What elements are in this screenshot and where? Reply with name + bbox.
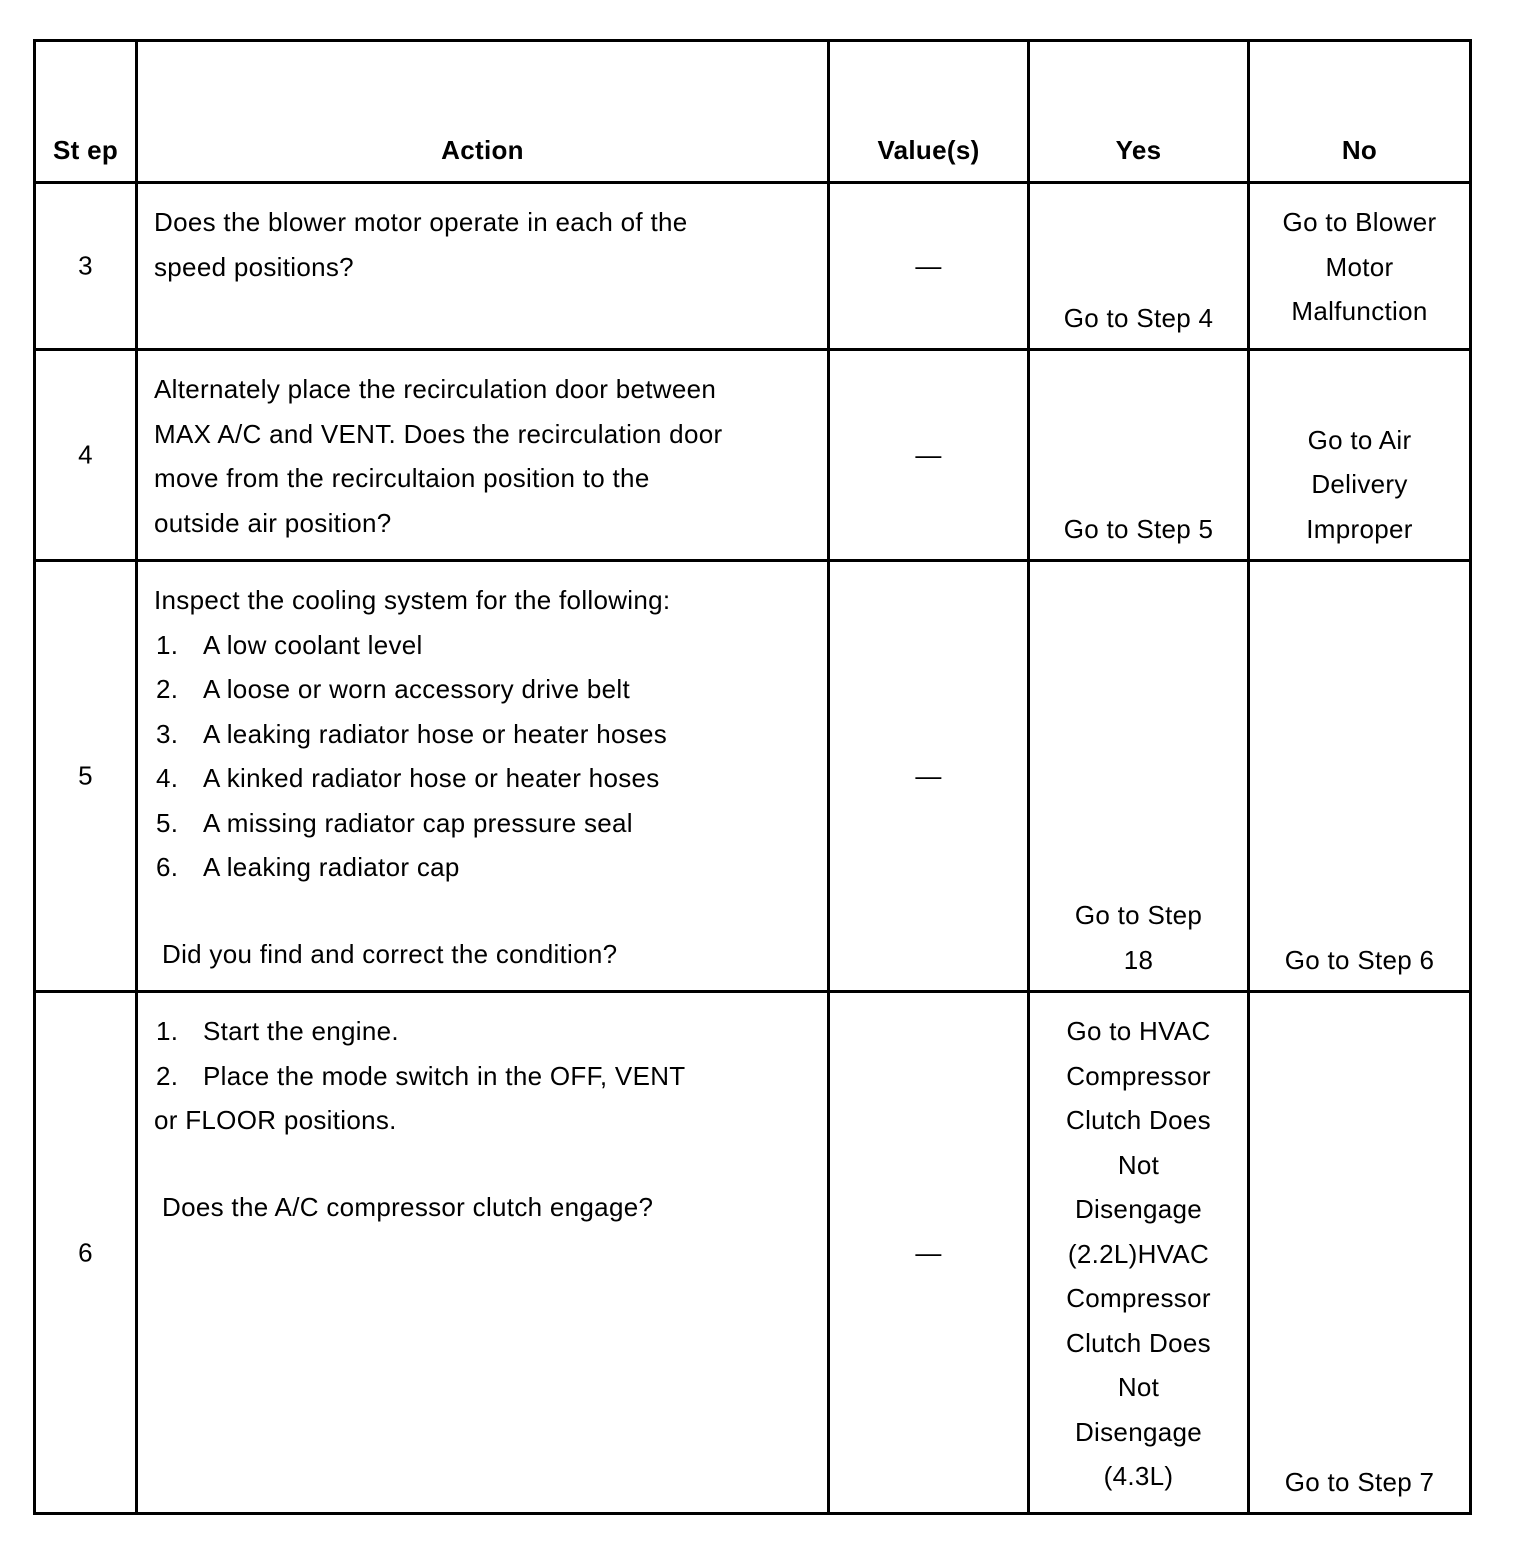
no-cell [1249, 561, 1471, 992]
action-cell [137, 992, 829, 1514]
list-item: 2. Place the mode switch in the OFF, VENT [156, 1060, 686, 1091]
table-row [35, 992, 1471, 1514]
no-link[interactable]: Go to Blower Motor Malfunction [1282, 207, 1437, 326]
value-cell [829, 992, 1029, 1514]
value-cell [829, 183, 1029, 350]
no-cell [1249, 183, 1471, 350]
step-number: 4 [78, 439, 93, 470]
action-intro: Inspect the cooling system for the following: [154, 585, 671, 615]
list-item: 1. A low coolant level [156, 629, 423, 660]
list-item: 5. A missing radiator cap pressure seal [156, 807, 633, 838]
header-no: No [1249, 41, 1471, 183]
diagnostic-table [33, 39, 1472, 1515]
step-number: 6 [78, 1237, 93, 1267]
action-question: Does the A/C compressor clutch engage? [162, 1191, 654, 1222]
action-continuation: or FLOOR positions. [154, 1105, 397, 1135]
list-item: 3. A leaking radiator hose or heater hoses [156, 718, 668, 749]
no-cell [1249, 350, 1471, 561]
yes-link[interactable]: Go to Step 4 [1063, 302, 1214, 333]
action-line: move from the recircultaion position to the [154, 463, 650, 493]
no-link[interactable]: Go to Step 7 [1284, 1466, 1435, 1497]
table-row [35, 350, 1471, 561]
list-item: 2. A loose or worn accessory drive belt [156, 674, 630, 704]
table-row [35, 183, 1471, 350]
action-line: speed positions? [154, 251, 354, 282]
yes-link[interactable]: Go to HVAC Compressor Clutch Does Not Disengage (2.2L)HVAC Compressor Clutch Does Not Disengage (4.3L) [1066, 1016, 1211, 1491]
yes-cell [1029, 350, 1249, 561]
yes-link[interactable]: Go to Step 18 [1074, 900, 1203, 975]
header-values: Value(s) [829, 41, 1029, 183]
yes-cell [1029, 561, 1249, 992]
action-cell [137, 183, 829, 350]
value-dash: — [915, 1237, 942, 1267]
no-link[interactable]: Go to Air Delivery Improper [1306, 424, 1413, 544]
list-item: 1. Start the engine. [156, 1016, 399, 1046]
action-line: Does the blower motor operate in each of the [154, 207, 688, 237]
no-cell [1249, 992, 1471, 1514]
yes-link[interactable]: Go to Step 5 [1063, 513, 1214, 544]
value-dash: — [915, 760, 942, 791]
value-dash: — [915, 250, 942, 281]
action-question: Did you find and correct the condition? [162, 938, 618, 969]
step-number: 3 [78, 250, 93, 281]
header-step: St ep [35, 41, 137, 183]
step-cell [35, 350, 137, 561]
header-action: Action [137, 41, 829, 183]
value-cell [829, 350, 1029, 561]
list-item: 6. A leaking radiator cap [156, 852, 460, 882]
step-number: 5 [78, 760, 93, 791]
header-yes: Yes [1029, 41, 1249, 183]
table-row [35, 561, 1471, 992]
action-line: MAX A/C and VENT. Does the recirculation door [154, 418, 723, 449]
yes-cell [1029, 992, 1249, 1514]
list-item: 4. A kinked radiator hose or heater hoses [156, 763, 660, 793]
action-checklist [154, 623, 817, 890]
action-cell [137, 350, 829, 561]
step-cell [35, 183, 137, 350]
step-cell [35, 561, 137, 992]
value-cell [829, 561, 1029, 992]
action-cell [137, 561, 829, 992]
yes-cell [1029, 183, 1249, 350]
no-link[interactable]: Go to Step 6 [1284, 944, 1435, 975]
header-row [35, 41, 1471, 183]
action-line: outside air position? [154, 507, 392, 538]
value-dash: — [915, 439, 942, 470]
step-cell [35, 992, 137, 1514]
action-checklist [154, 1009, 817, 1098]
action-line: Alternately place the recirculation door between [154, 374, 717, 404]
